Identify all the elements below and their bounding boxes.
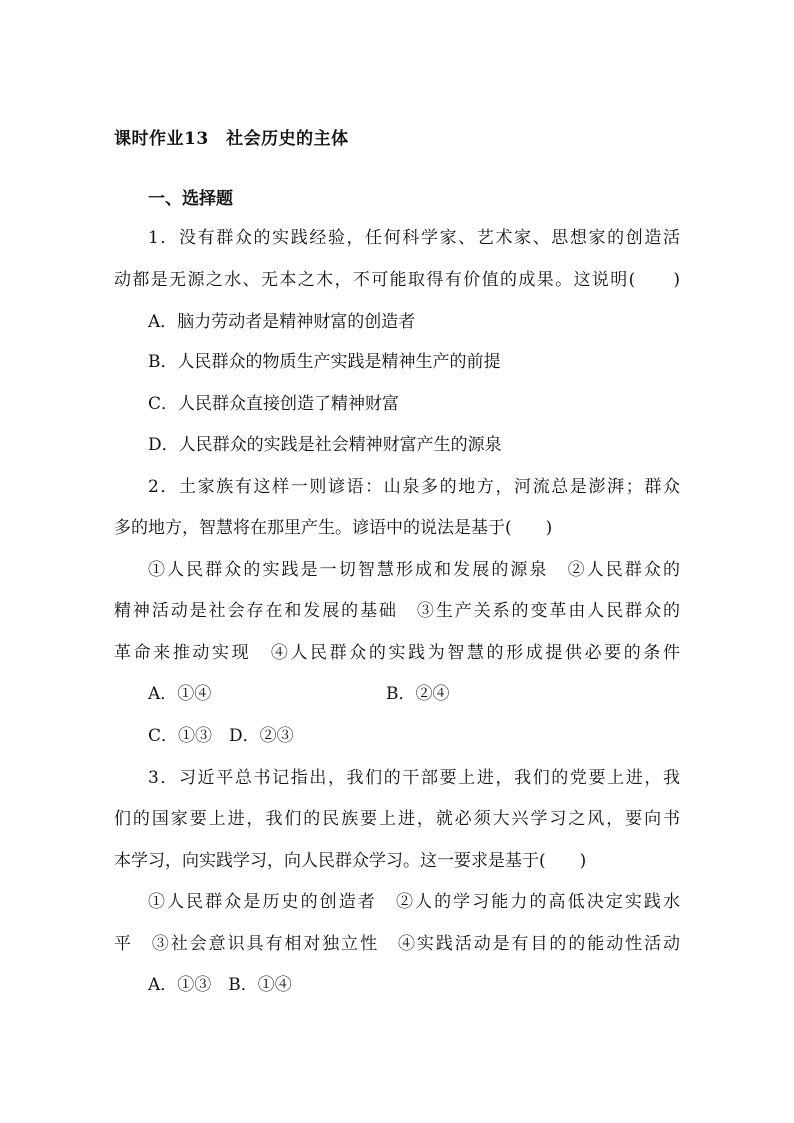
question-1-line-1: 1．没有群众的实践经验，任何科学家、艺术家、思想家的创造活: [148, 228, 680, 248]
question-2-line-2: 多的地方，智慧将在那里产生。谚语中的说法是基于( ): [114, 518, 553, 538]
question-1-option-b: B．人民群众的物质生产实践是精神生产的前提: [148, 352, 501, 372]
question-3-statement-line-1: ①人民群众是历史的创造者 ②人的学习能力的高低决定实践水: [148, 892, 680, 912]
page-title: 课时作业13 社会历史的主体: [114, 129, 349, 149]
question-2-option-b: B．②④: [386, 684, 450, 704]
question-3-line-3: 本学习，向实践学习，向人民群众学习。这一要求是基于( ): [114, 851, 587, 871]
question-1-option-c: C．人民群众直接创造了精神财富: [148, 394, 400, 414]
question-2-line-1: 2．土家族有这样一则谚语：山泉多的地方，河流总是澎湃；群众: [148, 477, 680, 497]
question-3-line-1: 3．习近平总书记指出，我们的干部要上进，我们的党要上进，我: [148, 768, 680, 788]
question-3-statement-line-2: 平 ③社会意识具有相对独立性 ④实践活动是有目的的能动性活动: [114, 934, 680, 954]
question-1-line-2: 动都是无源之水、无本之木，不可能取得有价值的成果。这说明( ): [114, 270, 680, 290]
question-2-statement-line-2: 精神活动是社会存在和发展的基础 ③生产关系的变革由人民群众的: [114, 601, 680, 621]
question-1-option-d: D．人民群众的实践是社会精神财富产生的源泉: [148, 435, 502, 455]
question-2-option-a: A．①④: [148, 684, 212, 704]
question-3-options-a-b: A．①③ B．①④: [148, 975, 292, 995]
question-1-option-a: A．脑力劳动者是精神财富的创造者: [148, 312, 416, 332]
section-heading: 一、选择题: [148, 189, 233, 209]
question-2-statement-line-1: ①人民群众的实践是一切智慧形成和发展的源泉 ②人民群众的: [148, 560, 680, 580]
question-2-options-c-d: C．①③ D．②③: [148, 726, 294, 746]
question-2-statement-line-3: 革命来推动实现 ④人民群众的实践为智慧的形成提供必要的条件: [114, 643, 680, 663]
question-3-line-2: 们的国家要上进，我们的民族要上进，就必须大兴学习之风，要向书: [114, 809, 680, 829]
